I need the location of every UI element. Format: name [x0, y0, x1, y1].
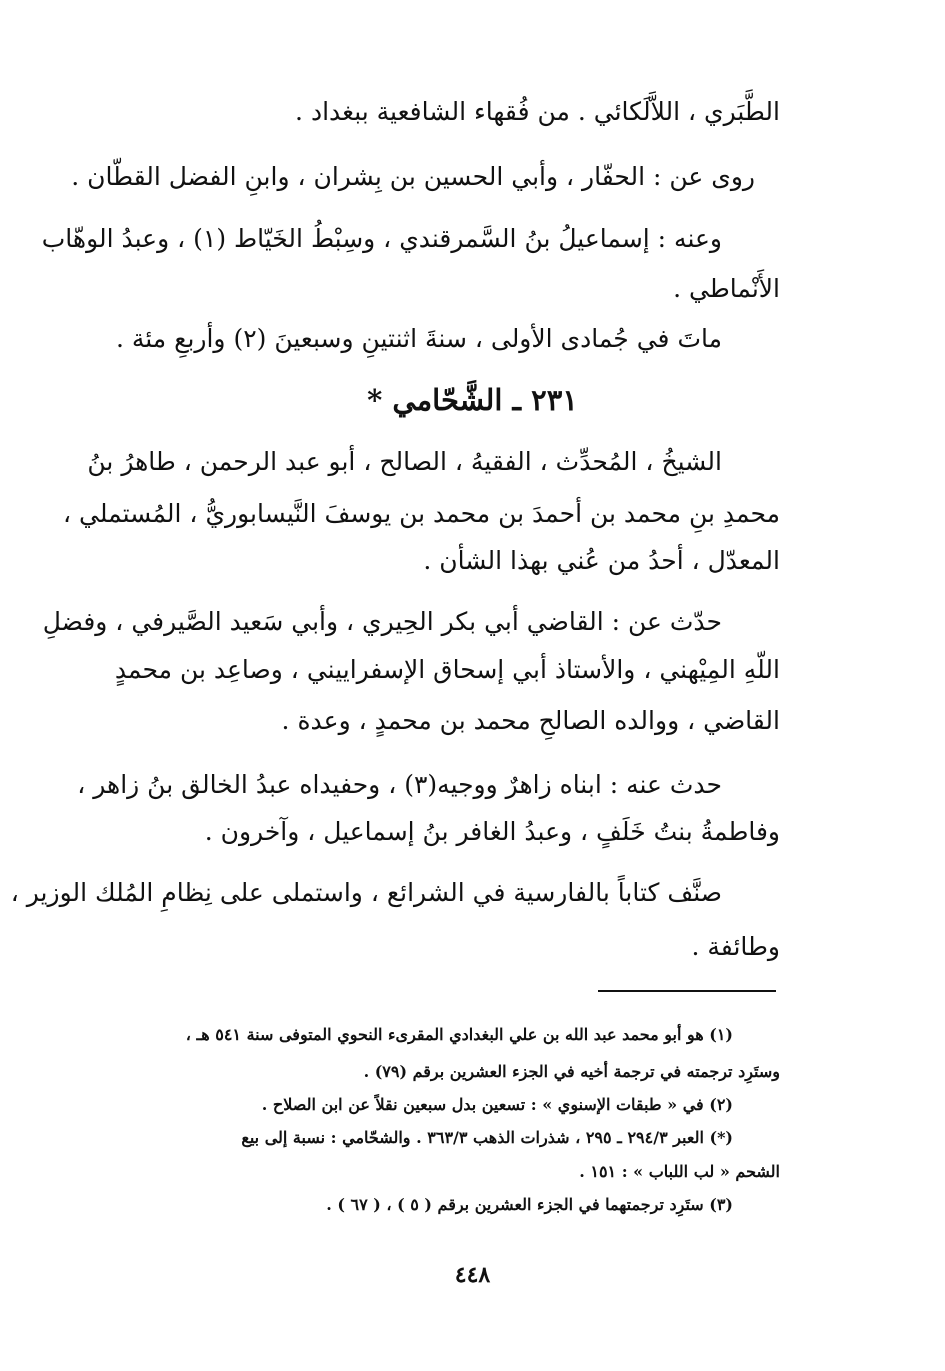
text-line-13: وفاطمةُ بنتُ خَلَفٍ ، وعبدُ الغافر بنُ إسماعيل ، وآخرون .	[204, 817, 780, 846]
text-line-14: صنَّف كتاباً بالفارسية في الشرائع ، واستملى على نِظامِ المُلك الوزير ،	[10, 878, 722, 907]
entry-heading: ٢٣١ ـ الشَّحّامي *	[367, 383, 578, 417]
text-line-12: حدث عنه : ابناه زاهرٌ ووجيه(٣) ، وحفيداه عبدُ الخالق بنُ زاهر ،	[77, 770, 722, 799]
footnote-separator	[598, 990, 776, 992]
text-line-9: حدّث عن : القاضي أبي بكر الحِيري ، وأبي سَعيد الصَّيرفي ، وفضلِ	[42, 607, 722, 636]
footnote-2: (٢) في « طبقات الإسنوي » : تسعين بدل سبعين نقلاً عن ابن الصلاح .	[261, 1095, 733, 1114]
text-line-4: الأَنْماطي .	[673, 274, 780, 303]
text-line-6: الشيخُ ، المُحدِّث ، الفقيهُ ، الصالح ، أبو عبد الرحمن ، طاهرُ بنُ	[87, 447, 722, 476]
text-line-1: الطَّبَري ، اللاَّلَكائي . من فُقهاء الشافعية ببغداد .	[295, 97, 780, 126]
page-number: ٤٤٨	[454, 1262, 491, 1288]
text-line-5: ماتَ في جُمادى الأولى ، سنةَ اثنتينِ وسبعينَ (٢) وأربعِ مئة .	[115, 324, 722, 353]
footnote-1: (١) هو أبو محمد عبد الله بن علي البغدادي المقرىء النحوي المتوفى سنة ٥٤١ هـ ،	[185, 1025, 733, 1044]
text-line-8: المعدّل ، أحدُ من عُني بهذا الشأن .	[423, 546, 780, 575]
footnote-1-cont: وستَرِد ترجمته في ترجمة أخيه في الجزء العشرين برقم (٧٩) .	[363, 1062, 780, 1081]
footnote-star: (*) العبر ٢٩٤/٣ ـ ٢٩٥ ، شذرات الذهب ٣٦٣/٣ . والشحّامي : نسبة إلى بيع	[241, 1128, 733, 1147]
footnote-star-cont: الشحم « لب اللباب » : ١٥١ .	[579, 1162, 780, 1181]
text-line-11: القاضي ، ووالده الصالحِ محمد بن محمدٍ ، وعدة .	[281, 706, 780, 735]
text-line-7: محمدِ بنِ محمد بن أحمدَ بن محمد بن يوسفَ النَّيسابوريُّ ، المُستملي ،	[63, 499, 780, 528]
footnote-3: (٣) ستَرِد ترجمتهما في الجزء العشرين برقم ( ٥ ) ، ( ٦٧ ) .	[326, 1195, 733, 1214]
text-line-15: وطائفة .	[691, 932, 780, 961]
text-line-10: اللّهِ المِيْهني ، والأستاذ أبي إسحاق الإسفراييني ، وصاعِد بن محمدٍ	[114, 655, 780, 684]
text-line-2: روى عن : الحفّار ، وأبي الحسين بن بِشران ، وابنِ الفضل القطّان .	[71, 162, 755, 191]
text-line-3: وعنه : إسماعيلُ بنُ السَّمرقندي ، وسِبْطُ الخَيّاط (١) ، وعبدُ الوهّاب	[41, 224, 722, 253]
